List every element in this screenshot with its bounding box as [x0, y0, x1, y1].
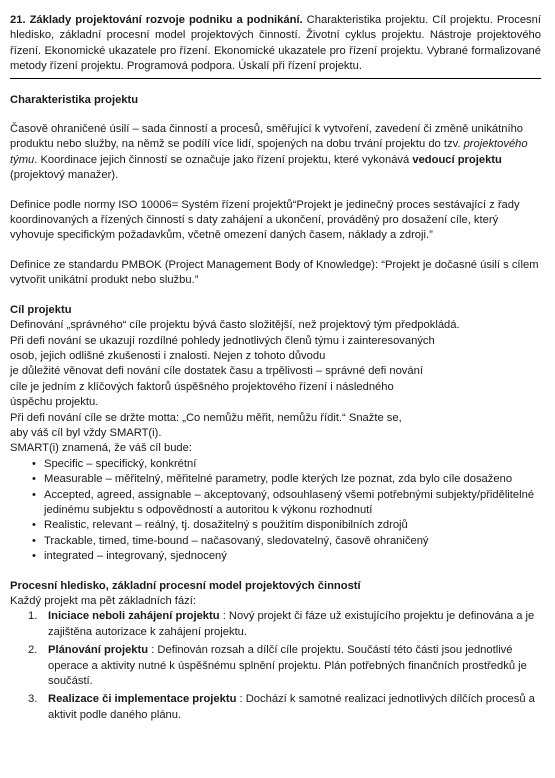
goal-line: Při defi nování se ukazují rozdílné pohledy jednotlivých členů týmu i zainteresovaných: [10, 334, 435, 347]
phase-text: : Nový projekt či fáze už existujícího projektu je definována a je zajištěna autorizace k zahájení projektu.: [48, 610, 535, 638]
goal-line: aby váš cíl byl vždy SMART(i).: [10, 426, 162, 439]
bold-text: vedoucí projektu: [412, 153, 502, 166]
section-heading-process: Procesní hledisko, základní procesní model projektových činností: [10, 579, 361, 592]
smart-item: • Accepted, agreed, assignable – akceptovaný, odsouhlasený všemi potřebnými subjekty/přidělitelné jedinému subjektu s odpovědností a autoritou k výkonu rozhodnutí: [32, 488, 541, 519]
smart-item: • Trackable, timed, time-bound – načasovaný, sledovatelný, časově ohraničený: [32, 534, 541, 549]
text-span: . Koordinace jejich činností se označuje jako řízení projektu, které vykonává: [34, 153, 413, 166]
goal-line: Definování „správného“ cíle projektu bývá často složitější, než projektový tým předpokládá.: [10, 319, 460, 332]
phase-title: Realizace či implementace projektu: [48, 693, 237, 706]
smart-item: • integrated – integrovaný, sjednocený: [32, 549, 541, 564]
goal-line: osob, jejich odlišné zkušenosti i znalosti. Nejen z tohoto důvodu: [10, 349, 326, 362]
process-intro: Každý projekt ma pět základních fází:: [10, 595, 196, 607]
smart-item: • Measurable – měřitelný, měřitelné parametry, podle kterých lze poznat, zda bylo cíle dosaženo: [32, 472, 541, 487]
topic-title: 21. Základy projektování rozvoje podniku a podnikání.: [10, 14, 303, 26]
phase-number: 2.: [28, 644, 38, 657]
smart-list: [10, 457, 541, 565]
goal-line: je důležité věnovat defi nování cíle dostatek času a trpělivosti – správné defi nování: [10, 365, 423, 378]
topic-header: [10, 13, 541, 79]
phase-text: : Dochází k samotné realizaci jednotlivých dílčích procesů a aktivit podle daného plánu.: [48, 693, 535, 721]
phase-number: 3.: [28, 693, 38, 706]
phase-list: [10, 609, 541, 723]
goal-line: úspěchu projektu.: [10, 396, 99, 409]
phase-title: Iniciace neboli zahájení projektu: [48, 610, 220, 623]
goal-line: cíle je jedním z klíčových faktorů úspěšného projektového řízení i následného: [10, 380, 394, 393]
smart-item: • Specific – specifický, konkrétní: [32, 457, 541, 472]
characteristics-paragraph: [10, 122, 541, 184]
pmbok-definition-paragraph: Definice ze standardu PMBOK (Project Management Body of Knowledge): “Projekt je dočasné úsilí s cílem vytvořit unikátní produkt nebo službu.”: [10, 258, 539, 287]
goal-line: Při defi nování cíle se držte motta: „Co nemůžu měřit, nemůžu řídit.“ Snažte se,: [10, 411, 402, 424]
phase-text: : Definován rozsah a dílčí cíle projektu. Součástí této části jsou jednotlivé operace a aktivity nutné k úspěšnému splnění projektu. Plán potřebných finančních prostředků je součástí.: [48, 644, 527, 688]
text-span: Časově ohraničené úsilí – sada činností a procesů, směřující k vytvoření, zavedení či změně unikátního produktu nebo služby, na němž se podílí více lidí, spojených na dobu trvání projektu do tzv.: [10, 123, 524, 151]
phase-item: [22, 692, 541, 723]
goal-line: SMART(i) znamená, že váš cíl bude:: [10, 442, 192, 455]
section-heading-characteristics: Charakteristika projektu: [10, 93, 139, 106]
phase-number: 1.: [28, 610, 38, 623]
phase-item: [22, 643, 541, 689]
phase-title: Plánování projektu: [48, 644, 149, 657]
phase-item: [22, 609, 541, 640]
iso-definition-paragraph: Definice podle normy ISO 10006= Systém řízení projektů“Projekt je jedinečný proces sestávající z řady koordinovaných a řízených činností s daty zahájení a ukončení, prováděný pro dosažení cíle, který vyhovuje specifickým požadavkům, včetně omezení daných časem, náklady a zdroji.”: [10, 198, 520, 242]
topic-subtopics: Charakteristika projektu. Cíl projektu. Procesní hledisko, základní procesní model projektových činností. Životní cyklus projektu. Nástroje projektového řízení. Ekonomické ukazatele pro řízení. Ekonomické ukazatele pro řízení projektu. Vybrané formalizované metody řízení projektu. Programová podpora. Úskalí při řízení projektu.: [10, 14, 541, 73]
section-heading-goal: Cíl projektu: [10, 303, 72, 316]
emphasis-text: projektového týmu: [10, 138, 528, 166]
smart-item: • Realistic, relevant – reálný, tj. dosažitelný s použitím disponibilních zdrojů: [32, 518, 541, 533]
text-span: (projektový manažer).: [10, 169, 119, 182]
